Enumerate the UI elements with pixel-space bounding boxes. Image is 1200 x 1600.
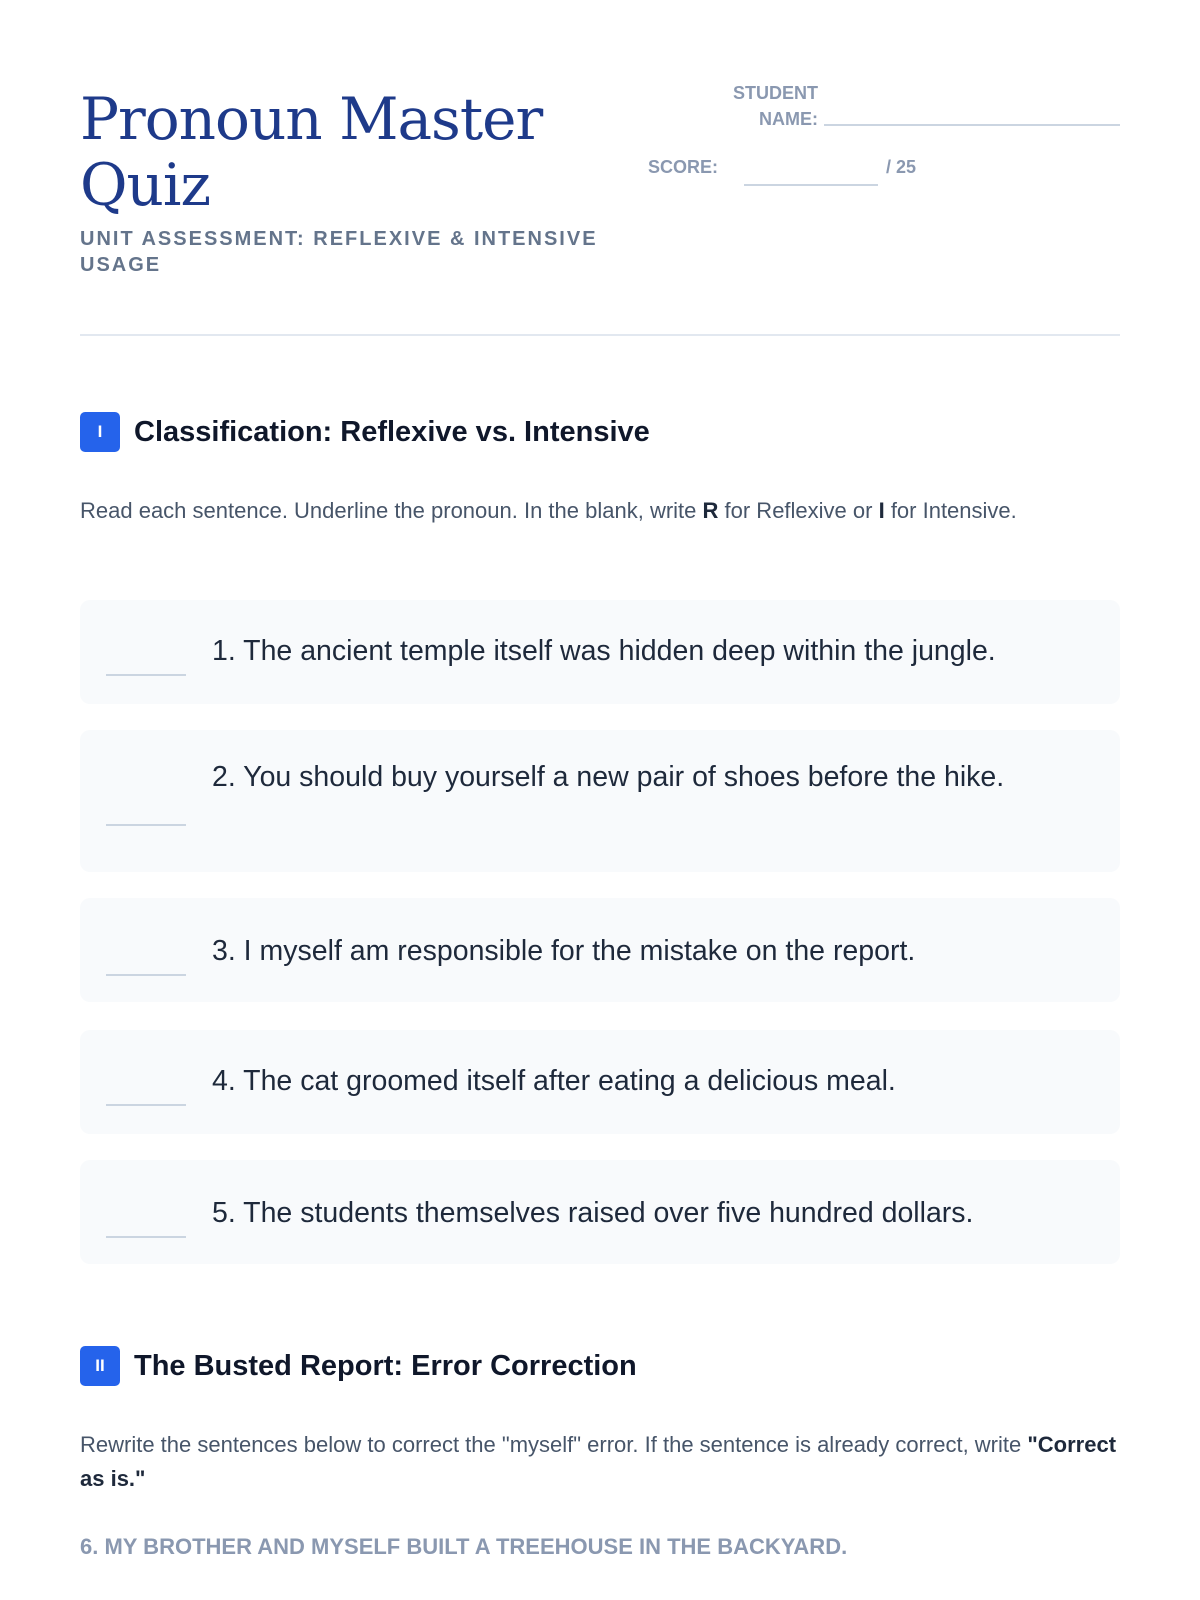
section-1-instructions (80, 494, 1120, 528)
instructions-bold: "Correct as is." (80, 1432, 1117, 1491)
question-text: 2. You should buy yourself a new pair of shoes before the hike. (212, 761, 1005, 793)
question-text: 5. The students themselves raised over five hundred dollars. (212, 1197, 974, 1229)
answer-blank[interactable] (106, 1104, 186, 1106)
instructions-i: I (878, 498, 885, 523)
score-field[interactable] (744, 184, 878, 186)
question-text: 3. I myself am responsible for the mistake on the report. (212, 935, 916, 967)
section-2-header (80, 1346, 1120, 1386)
answer-blank[interactable] (106, 674, 186, 676)
section-1-title: Classification: Reflexive vs. Intensive (134, 416, 650, 448)
section-2-title: The Busted Report: Error Correction (134, 1350, 637, 1382)
question-text: 1. The ancient temple itself was hidden deep within the jungle. (212, 635, 996, 667)
answer-blank[interactable] (106, 824, 186, 826)
section-2-badge: II (80, 1346, 120, 1386)
section-2-instructions (80, 1428, 1120, 1496)
error-question-text: 6. MY BROTHER AND MYSELF BUILT A TREEHOUSE IN THE BACKYARD. (80, 1534, 848, 1559)
instructions-text: Rewrite the sentences below to correct the "myself" error. If the sentence is already correct, write (80, 1432, 1028, 1457)
question-card (80, 1030, 1120, 1134)
answer-blank[interactable] (106, 974, 186, 976)
question-card (80, 1160, 1120, 1264)
page-subtitle: UNIT ASSESSMENT: REFLEXIVE & INTENSIVE USAGE (80, 228, 598, 276)
page-title: Pronoun Master Quiz (80, 85, 543, 219)
instructions-r: R (702, 498, 719, 523)
instructions-text: for Intensive. (884, 498, 1017, 523)
instructions-text: Read each sentence. Underline the pronoun. In the blank, write (80, 498, 703, 523)
section-1-header (80, 412, 1120, 452)
question-card (80, 898, 1120, 1002)
question-card (80, 730, 1120, 872)
student-name-field[interactable] (824, 124, 1120, 126)
instructions-text: for Reflexive or (718, 498, 879, 523)
score-total: / 25 (886, 157, 917, 177)
quiz-header (80, 80, 1120, 336)
student-name-label: STUDENT NAME: (733, 83, 818, 129)
question-text: 4. The cat groomed itself after eating a delicious meal. (212, 1065, 896, 1097)
quiz-page (80, 0, 1120, 1600)
score-label: SCORE: (648, 157, 719, 177)
question-card (80, 600, 1120, 704)
section-1-badge: I (80, 412, 120, 452)
answer-blank[interactable] (106, 1236, 186, 1238)
